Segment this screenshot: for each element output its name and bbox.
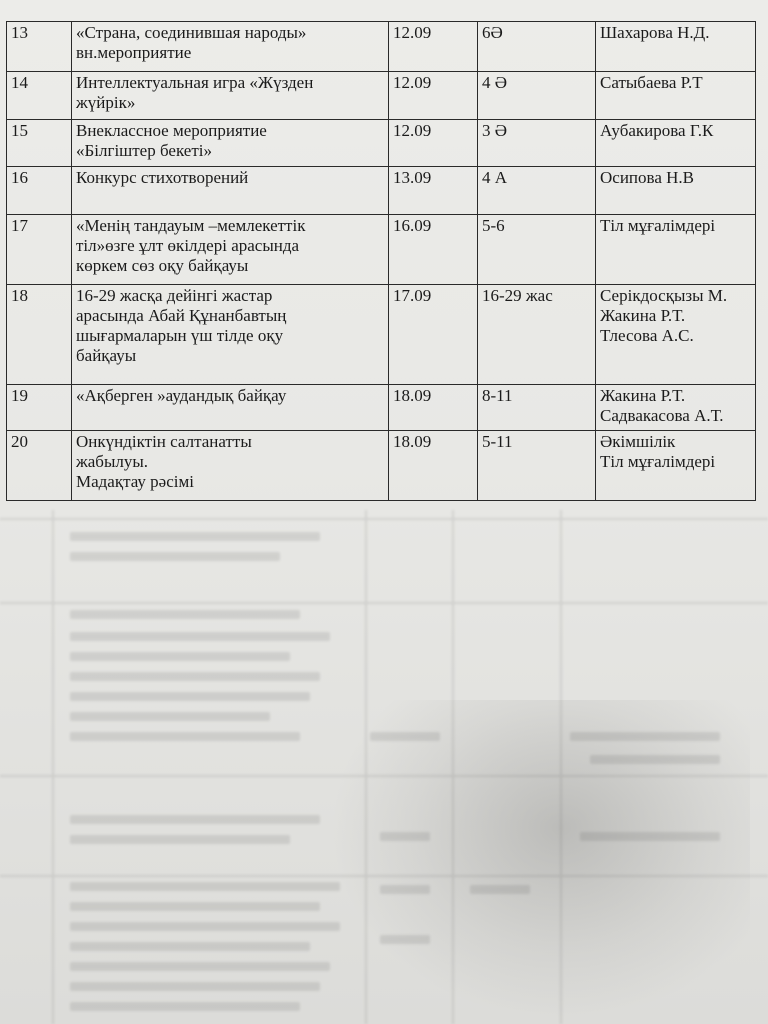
event-responsible: Аубакирова Г.К [596,120,756,167]
table-body [7,22,756,501]
event-responsible: Осипова Н.В [596,167,756,215]
event-title: Конкурс стихотворений [72,167,389,215]
row-number: 17 [7,215,72,285]
event-date: 13.09 [389,167,478,215]
table-row [7,22,756,72]
event-date: 12.09 [389,72,478,120]
event-title: «Страна, соединившая народы» вн.мероприятие [72,22,389,72]
event-grade: 3 Ә [478,120,596,167]
event-grade: 6Ә [478,22,596,72]
event-date: 12.09 [389,22,478,72]
row-number: 18 [7,285,72,385]
row-number: 19 [7,385,72,431]
row-number: 13 [7,22,72,72]
event-grade: 5-6 [478,215,596,285]
event-date: 18.09 [389,431,478,501]
event-grade: 4 Ә [478,72,596,120]
event-date: 16.09 [389,215,478,285]
event-responsible: Тіл мұғалімдері [596,215,756,285]
event-title: Онкүндіктін салтанатты жабылуы. Мадақтау рәсімі [72,431,389,501]
event-grade: 4 А [478,167,596,215]
row-number: 15 [7,120,72,167]
event-grade: 16-29 жас [478,285,596,385]
event-responsible: Әкімшілік Тіл мұғалімдері [596,431,756,501]
event-grade: 5-11 [478,431,596,501]
table-row [7,215,756,285]
event-responsible: Шахарова Н.Д. [596,22,756,72]
event-title: «Менің тандауым –мемлекеттік тіл»өзге ұлт өкілдері арасында көркем сөз оқу байқауы [72,215,389,285]
row-number: 16 [7,167,72,215]
table-row [7,72,756,120]
event-responsible: Серікдосқызы М. Жакина Р.Т. Тлесова А.С. [596,285,756,385]
event-date: 12.09 [389,120,478,167]
event-schedule-table [6,21,756,501]
table-row [7,167,756,215]
event-title: Внеклассное мероприятие «Білгіштер бекеті» [72,120,389,167]
table-row [7,431,756,501]
event-responsible: Сатыбаева Р.Т [596,72,756,120]
event-title: Интеллектуальная игра «Жүзден жүйрік» [72,72,389,120]
photo-shadow [330,700,750,1020]
event-title: «Ақберген »аудандық байқау [72,385,389,431]
row-number: 14 [7,72,72,120]
event-responsible: Жакина Р.Т. Садвакасова А.Т. [596,385,756,431]
event-date: 18.09 [389,385,478,431]
show-through-text [0,510,768,1024]
event-date: 17.09 [389,285,478,385]
event-title: 16-29 жасқа дейінгі жастар арасында Абай Құнанбавтың шығармаларын үш тілде оқу байқауы [72,285,389,385]
row-number: 20 [7,431,72,501]
table-row [7,285,756,385]
table-row [7,120,756,167]
table-row [7,385,756,431]
event-grade: 8-11 [478,385,596,431]
